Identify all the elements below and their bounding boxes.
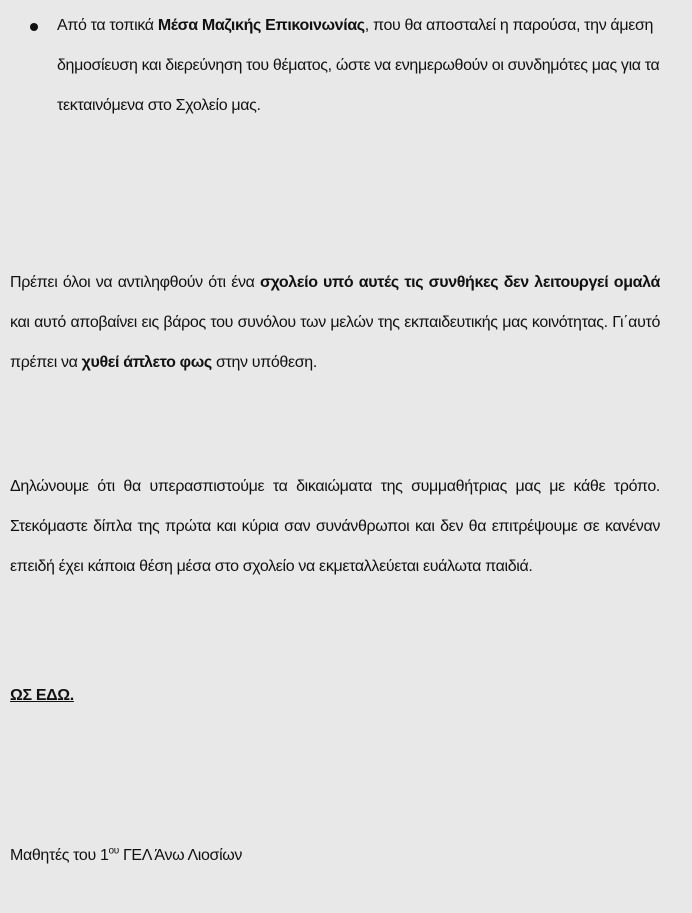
bullet-bold-media: Μέσα Μαζικής Επικοινωνίας [157, 17, 365, 34]
paragraph1-text-2: και αυτό αποβαίνει εις βάρος του συνόλου των μελών της εκπαιδευτικής μας κοινότητας. Γι΄αυτό πρέπει να [10, 314, 660, 371]
paragraph1-text-1: Πρέπει όλοι να αντιληφθούν ότι ένα [10, 274, 260, 291]
paragraph-school-conditions [10, 263, 660, 383]
bullet-dot-icon [30, 23, 38, 31]
signature-text-end: ΓΕΛ Άνω Λιοσίων [118, 847, 243, 864]
bullet-item [30, 6, 670, 126]
bullet-text-start: Από τα τοπικά [57, 17, 158, 34]
signature [10, 836, 242, 876]
bullet-text [57, 6, 670, 126]
signature-text-start: Μαθητές του 1 [10, 847, 109, 864]
paragraph1-bold-1: σχολείο υπό αυτές τις συνθήκες δεν λειτουργεί ομαλά [260, 274, 660, 291]
bullet-text-end: , που θα αποσταλεί η παρούσα, την άμεση δημοσίευση και διερεύνηση του θέματος, ώστε να ενημερωθούν οι συνδημότες μας για τα τεκταινόμενα στο Σχολείο μας. [57, 17, 660, 114]
paragraph-declaration: Δηλώνουμε ότι θα υπερασπιστούμε τα δικαιώματα της συμμαθήτριας μας με κάθε τρόπο. Στεκόμαστε δίπλα της πρώτα και κύρια σαν συνάνθρωποι και δεν θα επιτρέψουμε σε κανέναν επειδή έχει κάποια θέση μέσα στο σχολείο να εκμεταλλεύεται ευάλωτα παιδιά. [10, 478, 660, 575]
signature-superscript: ου [108, 845, 119, 857]
closing-statement: ΩΣ ΕΔΩ. [10, 687, 74, 704]
paragraph1-text-3: στην υπόθεση. [211, 354, 317, 371]
paragraph1-bold-2: χυθεί άπλετο φως [81, 354, 212, 371]
